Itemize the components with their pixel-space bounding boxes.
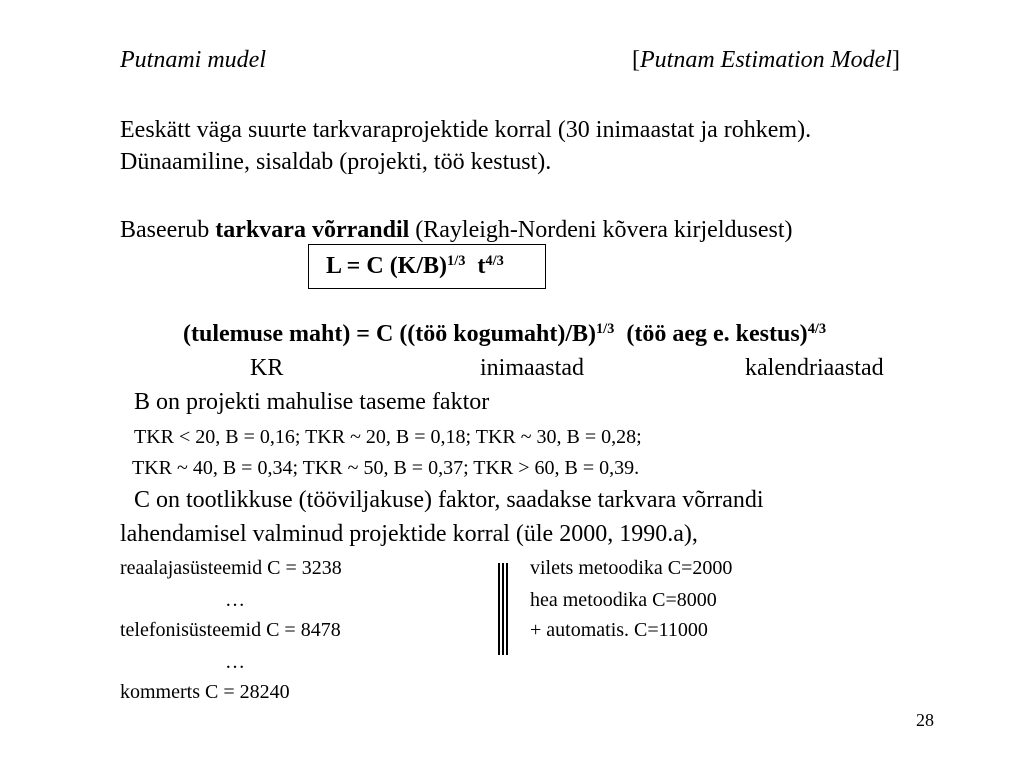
formula-t: t [477,253,486,279]
basis-line [120,218,793,242]
bracket-open: [ [632,47,640,73]
basis-suffix: (Rayleigh-Nordeni kõvera kirjeldusest) [409,217,793,243]
b-factor-desc: B on projekti mahulise taseme faktor [134,389,490,415]
b-factor-row-2: TKR ~ 40, B = 0,34; TKR ~ 50, B = 0,37; TKR > 60, B = 0,39. [132,457,640,479]
title-right-wrapper [632,48,900,72]
expanded-part1: (tulemuse maht) = C ((töö kogumaht)/B) [183,321,596,347]
divider-line-3 [506,563,508,655]
unit-inimaastad: inimaastad [480,355,584,381]
c-value-good-methodology: hea metoodika C=8000 [530,589,717,611]
page-number: 28 [916,710,934,730]
title-left: Putnami mudel [120,47,266,73]
c-value-automation: + automatis. C=11000 [530,619,708,641]
c-factor-line-2: lahendamisel valminud projektide korral (üle 2000, 1990.a), [120,521,698,547]
c-value-commercial: kommerts C = 28240 [120,681,290,703]
formula-main: L = C (K/B) [326,253,448,279]
expanded-exp1: 1/3 [595,321,615,338]
c-value-ellipsis-1: … [225,589,245,611]
title-right: Putnam Estimation Model [640,47,892,73]
intro-line-1: Eeskätt väga suurte tarkvaraprojektide korral (30 inimaastat ja rohkem). [120,117,812,143]
b-factor-row-1: TKR < 20, B = 0,16; TKR ~ 20, B = 0,18; TKR ~ 30, B = 0,28; [134,426,642,448]
c-value-telephone: telefonisüsteemid C = 8478 [120,619,341,641]
expanded-exp2: 4/3 [807,321,827,338]
formula [326,254,504,278]
divider-line-2 [502,563,504,655]
c-factor-line-1: C on tootlikkuse (tööviljakuse) faktor, saadakse tarkvara võrrandi [134,487,764,513]
basis-bold: tarkvara võrrandil [215,217,410,243]
intro-line-2: Dünaamiline, sisaldab (projekti, töö kestust). [120,149,552,175]
formula-exp2: 4/3 [485,253,504,270]
basis-prefix: Baseerub [120,217,216,243]
divider-line-1 [498,563,500,655]
expanded-formula [183,322,826,346]
c-value-ellipsis-2: … [225,651,245,673]
expanded-part2: (töö aeg e. kestus) [626,321,808,347]
c-value-realtime: reaalajasüsteemid C = 3238 [120,557,342,579]
unit-kalendriaastad: kalendriaastad [745,355,884,381]
unit-kr: KR [250,355,284,381]
formula-exp1: 1/3 [447,253,466,270]
c-value-poor-methodology: vilets metoodika C=2000 [530,557,733,579]
bracket-close: ] [891,47,900,73]
